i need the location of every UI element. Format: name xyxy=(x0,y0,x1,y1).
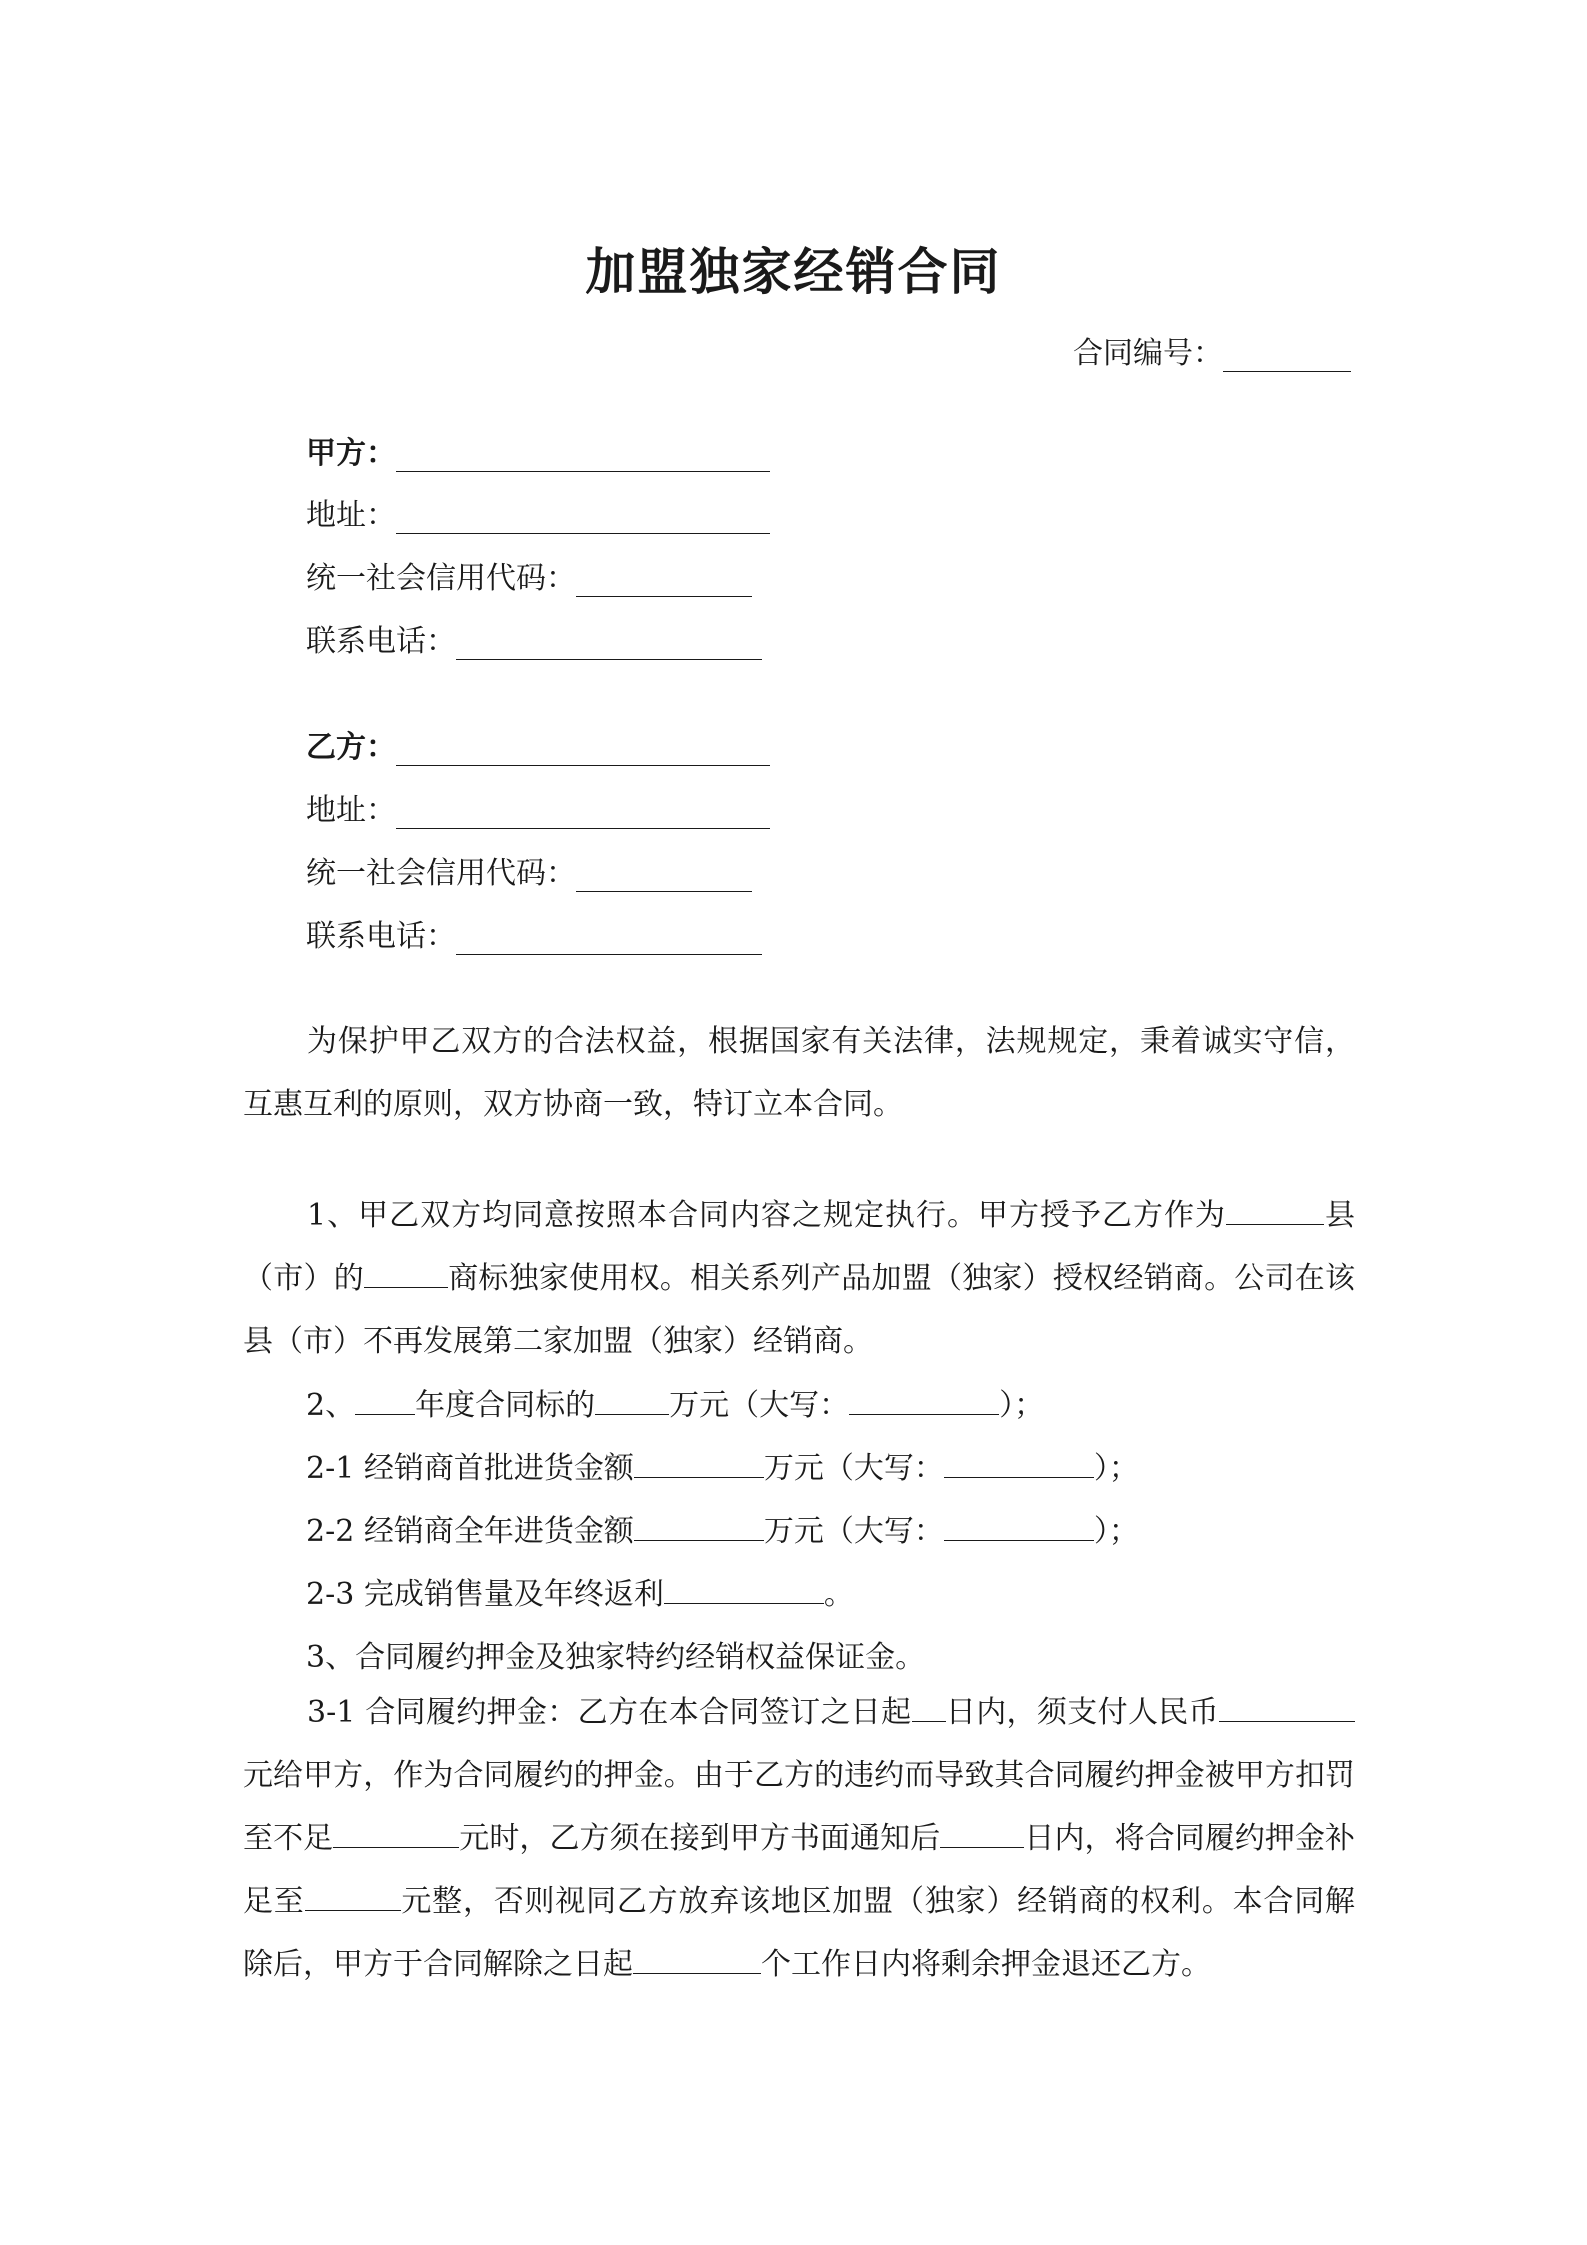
clause-3-line: 3、合同履约押金及独家特约经销权益保证金。 xyxy=(306,1640,926,1675)
clause-3-1-text-a: 3-1 合同履约押金：乙方在本合同签订之日起 xyxy=(307,1695,912,1730)
clause-3-1-shortfall-blank[interactable] xyxy=(333,1816,459,1849)
clause-2-1-text-b: 万元（大写： xyxy=(763,1451,944,1486)
party-b-address-line xyxy=(306,789,770,829)
clause-2-text-c: 万元（大写： xyxy=(669,1388,850,1423)
clause-2-1-uppercase-blank[interactable] xyxy=(944,1446,1094,1479)
preamble-paragraph: 为保护甲乙双方的合法权益，根据国家有关法律，法规规定，秉着诚实守信，互惠互利的原则，双方协商一致，特订立本合同。 xyxy=(243,1024,1355,1122)
party-b-name-label: 乙方： xyxy=(306,730,396,765)
clause-2-amount-blank[interactable] xyxy=(595,1383,669,1416)
clause-2-year-blank[interactable] xyxy=(355,1383,415,1416)
clause-3-1-topup-blank[interactable] xyxy=(305,1879,401,1912)
clause-2-3-rebate-blank[interactable] xyxy=(664,1572,824,1605)
party-a-credit-code-blank[interactable] xyxy=(576,564,752,597)
clause-1-trademark-blank[interactable] xyxy=(364,1256,448,1289)
clause-3-1-notice-days-blank[interactable] xyxy=(940,1816,1024,1849)
clause-2-2-text-a: 2-2 经销商全年进货金额 xyxy=(306,1514,634,1549)
clause-3-1-text-d: 元时，乙方须在接到甲方书面通知后 xyxy=(459,1821,941,1856)
party-b-name-line xyxy=(306,726,770,766)
party-a-address-label: 地址： xyxy=(306,498,396,533)
clause-2-2-line xyxy=(306,1506,1139,1550)
party-b-phone-line xyxy=(306,915,762,955)
clause-2-2-uppercase-blank[interactable] xyxy=(944,1509,1094,1542)
clause-2-1-amount-blank[interactable] xyxy=(634,1446,764,1479)
party-a-phone-label: 联系电话： xyxy=(306,624,456,659)
clause-3-1-deposit-blank[interactable] xyxy=(1219,1690,1355,1723)
clause-1-text-c: 商标独家使用权。相关系列产品加盟（独家）授权经销商。公司在该县（市）不再发展第二家加盟（独家）经销商。 xyxy=(243,1261,1356,1359)
clause-1-text-a: 1、甲乙双方均同意按照本合同内容之规定执行。甲方授予乙方作为 xyxy=(307,1198,1226,1233)
party-a-name-blank[interactable] xyxy=(396,439,770,472)
party-b-credit-code-line xyxy=(306,852,752,892)
clause-3-1-refund-days-blank[interactable] xyxy=(633,1942,761,1975)
contract-number-blank[interactable] xyxy=(1223,339,1351,372)
party-a-credit-code-line xyxy=(306,557,752,597)
contract-number-line xyxy=(1073,328,1351,372)
clause-2-2-text-c: ）； xyxy=(1093,1514,1139,1549)
party-b-phone-blank[interactable] xyxy=(456,922,762,955)
clause-2-line xyxy=(306,1380,1044,1424)
party-a-phone-blank[interactable] xyxy=(456,627,762,660)
party-a-address-blank[interactable] xyxy=(396,501,770,534)
document-title: 加盟独家经销合同 xyxy=(585,243,1002,301)
party-b-address-label: 地址： xyxy=(306,793,396,828)
clause-2-1-line xyxy=(306,1443,1139,1487)
contract-number-label: 合同编号： xyxy=(1073,336,1223,371)
clause-2-1-text-c: ）； xyxy=(1093,1451,1139,1486)
clause-3-1-text-g: 个工作日内将剩余押金退还乙方。 xyxy=(761,1947,1211,1982)
clause-2-3-line xyxy=(306,1569,854,1613)
clause-2-1-text-a: 2-1 经销商首批进货金额 xyxy=(306,1451,634,1486)
clause-2-2-text-b: 万元（大写： xyxy=(763,1514,944,1549)
clause-2-text-b: 年度合同标的 xyxy=(415,1388,596,1423)
clause-1-text-b: 县（市）的 xyxy=(243,1198,1355,1296)
clause-2-3-text-a: 2-3 完成销售量及年终返利 xyxy=(306,1577,664,1612)
party-b-name-blank[interactable] xyxy=(396,733,770,766)
party-a-name-label: 甲方： xyxy=(306,436,396,471)
party-b-phone-label: 联系电话： xyxy=(306,919,456,954)
clause-1-paragraph xyxy=(243,1184,1355,1373)
clause-3-1-days-blank[interactable] xyxy=(912,1690,946,1723)
clause-2-text-d: ）； xyxy=(999,1388,1045,1423)
clause-3-1-paragraph xyxy=(243,1681,1355,1996)
clause-2-2-amount-blank[interactable] xyxy=(634,1509,764,1542)
clause-2-uppercase-blank[interactable] xyxy=(849,1383,999,1416)
party-a-name-line xyxy=(306,432,770,472)
clause-3-1-text-e: 日内，将合同履约押金补足至 xyxy=(243,1821,1356,1919)
party-b-address-blank[interactable] xyxy=(396,796,770,829)
clause-3-1-text-b: 日内，须支付人民币 xyxy=(945,1695,1219,1730)
clause-3-1-text-c: 元给甲方，作为合同履约的押金。由于乙方的违约而导致其合同履约押金被甲方扣罚至不足 xyxy=(243,1758,1355,1856)
party-b-credit-code-label: 统一社会信用代码： xyxy=(306,856,576,891)
clause-3-1-text-f: 元整，否则视同乙方放弃该地区加盟（独家）经销商的权利。本合同解除后，甲方于合同解除之日起 xyxy=(243,1884,1356,1982)
party-a-phone-line xyxy=(306,620,762,660)
clause-2-3-text-b: 。 xyxy=(823,1577,854,1612)
party-b-credit-code-blank[interactable] xyxy=(576,859,752,892)
party-a-address-line xyxy=(306,494,770,534)
clause-1-county-blank[interactable] xyxy=(1226,1193,1324,1226)
clause-2-text-a: 2、 xyxy=(306,1388,356,1423)
party-a-credit-code-label: 统一社会信用代码： xyxy=(306,561,576,596)
